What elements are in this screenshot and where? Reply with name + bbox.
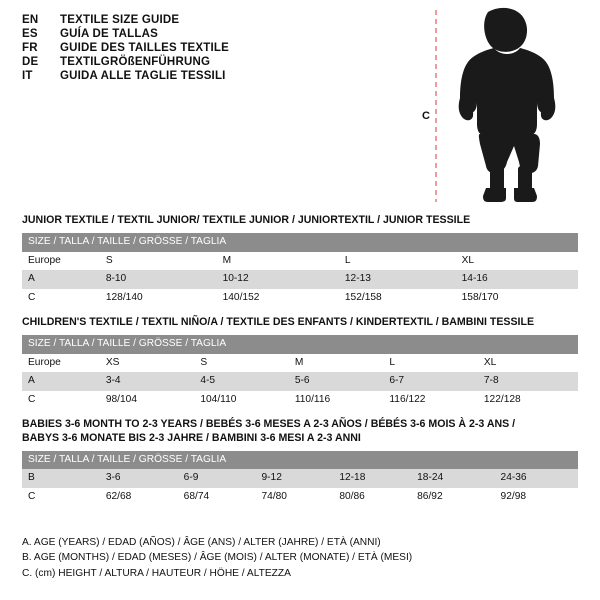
table-row [22, 469, 578, 488]
header-lang-en: EN [22, 14, 39, 26]
footnotes [22, 535, 578, 582]
cell-a-xl: 7-8 [478, 372, 578, 391]
cell-row-c: C [22, 289, 100, 308]
cell-b-6-9: 6-9 [178, 469, 256, 488]
section-children [22, 316, 578, 410]
table-row [22, 488, 578, 507]
table-row [22, 354, 578, 373]
children-size-table [22, 335, 578, 410]
header-lang-fr: FR [22, 42, 38, 54]
cell-a-xs: 3-4 [100, 372, 195, 391]
table-head-row [22, 335, 578, 354]
table-head-row [22, 451, 578, 470]
child-silhouette-icon [422, 6, 582, 206]
cell-a-xl: 14-16 [456, 270, 578, 289]
cell-a-s: 4-5 [194, 372, 289, 391]
cell-row-b: B [22, 469, 100, 488]
section-junior [22, 214, 578, 308]
cell-c-62-68: 62/68 [100, 488, 178, 507]
cell-europe: Europe [22, 252, 100, 271]
cell-a-l: 12-13 [339, 270, 456, 289]
cell-c-74-80: 74/80 [255, 488, 333, 507]
table-row [22, 289, 578, 308]
cell-b-24-36: 24-36 [495, 469, 578, 488]
header-text-es: GUÍA DE TALLAS [60, 28, 158, 40]
cell-c-xs: 98/104 [100, 391, 195, 410]
cell-size-m: M [217, 252, 339, 271]
cell-a-m: 10-12 [217, 270, 339, 289]
babies-head-label: SIZE / TALLA / TAILLE / GRÖSSE / TAGLIA [22, 451, 578, 470]
header-row-de [22, 56, 442, 68]
cell-c-80-86: 80/86 [333, 488, 411, 507]
section-babies-title [22, 418, 578, 446]
cell-europe: Europe [22, 354, 100, 373]
cell-b-9-12: 9-12 [255, 469, 333, 488]
cell-c-86-92: 86/92 [411, 488, 494, 507]
cell-c-92-98: 92/98 [495, 488, 578, 507]
cell-size-s: S [100, 252, 217, 271]
cell-c-s: 128/140 [100, 289, 217, 308]
header-lang-it: IT [22, 70, 33, 82]
cell-c-l: 152/158 [339, 289, 456, 308]
cell-size-s: S [194, 354, 289, 373]
cell-size-xs: XS [100, 354, 195, 373]
cell-b-18-24: 18-24 [411, 469, 494, 488]
header-text-fr: GUIDE DES TAILLES TEXTILE [60, 42, 229, 54]
babies-size-table [22, 451, 578, 507]
cell-a-l: 6-7 [383, 372, 478, 391]
section-babies-title-line2: BABYS 3-6 MONATE BIS 2-3 JAHRE / BAMBINI 3-6 MESI A 2-3 ANNI [22, 431, 361, 444]
table-head-row [22, 233, 578, 252]
header-text-it: GUIDA ALLE TAGLIE TESSILI [60, 70, 226, 82]
cell-a-s: 8-10 [100, 270, 217, 289]
table-row [22, 252, 578, 271]
cell-b-3-6: 3-6 [100, 469, 178, 488]
cell-c-l: 116/122 [383, 391, 478, 410]
table-row [22, 270, 578, 289]
cell-row-c: C [22, 391, 100, 410]
section-junior-title: JUNIOR TEXTILE / TEXTIL JUNIOR/ TEXTILE JUNIOR / JUNIORTEXTIL / JUNIOR TESSILE [22, 214, 471, 226]
footnote-a: A. AGE (YEARS) / EDAD (AÑOS) / ÂGE (ANS) / ALTER (JAHRE) / ETÀ (ANNI) [22, 536, 381, 548]
cell-c-s: 104/110 [194, 391, 289, 410]
cell-size-l: L [383, 354, 478, 373]
junior-size-table [22, 233, 578, 308]
header-languages [22, 14, 442, 84]
header-row-en [22, 14, 442, 26]
measure-label-c: C [422, 110, 430, 122]
cell-c-68-74: 68/74 [178, 488, 256, 507]
cell-row-a: A [22, 372, 100, 391]
table-row [22, 391, 578, 410]
child-figure [422, 6, 582, 206]
header-lang-es: ES [22, 28, 38, 40]
header-row-it [22, 70, 442, 82]
children-head-label: SIZE / TALLA / TAILLE / GRÖSSE / TAGLIA [22, 335, 578, 354]
cell-c-m: 110/116 [289, 391, 384, 410]
header-text-en: TEXTILE SIZE GUIDE [60, 14, 180, 26]
cell-row-c: C [22, 488, 100, 507]
cell-size-xl: XL [478, 354, 578, 373]
cell-size-m: M [289, 354, 384, 373]
cell-size-xl: XL [456, 252, 578, 271]
cell-row-a: A [22, 270, 100, 289]
cell-size-l: L [339, 252, 456, 271]
header-text-de: TEXTILGRÖßENFÜHRUNG [60, 56, 211, 68]
header-row-fr [22, 42, 442, 54]
header-row-es [22, 28, 442, 40]
footnote-b: B. AGE (MONTHS) / EDAD (MESES) / ÂGE (MOIS) / ALTER (MONATE) / ETÀ (MESI) [22, 552, 413, 564]
cell-c-xl: 122/128 [478, 391, 578, 410]
table-row [22, 372, 578, 391]
cell-a-m: 5-6 [289, 372, 384, 391]
cell-c-xl: 158/170 [456, 289, 578, 308]
footnote-c: C. (cm) HEIGHT / ALTURA / HAUTEUR / HÖHE / ALTEZZA [22, 568, 291, 580]
junior-head-label: SIZE / TALLA / TAILLE / GRÖSSE / TAGLIA [22, 233, 578, 252]
cell-c-m: 140/152 [217, 289, 339, 308]
section-babies-title-line1: BABIES 3-6 MONTH TO 2-3 YEARS / BEBÉS 3-6 MESES A 2-3 AÑOS / BÉBÉS 3-6 MOIS À 2-3 ANS / [22, 418, 516, 430]
header-lang-de: DE [22, 56, 39, 68]
section-babies [22, 418, 578, 507]
section-children-title: CHILDREN'S TEXTILE / TEXTIL NIÑO/A / TEXTILE DES ENFANTS / KINDERTEXTIL / BAMBINI TESSILE [22, 316, 535, 328]
cell-b-12-18: 12-18 [333, 469, 411, 488]
